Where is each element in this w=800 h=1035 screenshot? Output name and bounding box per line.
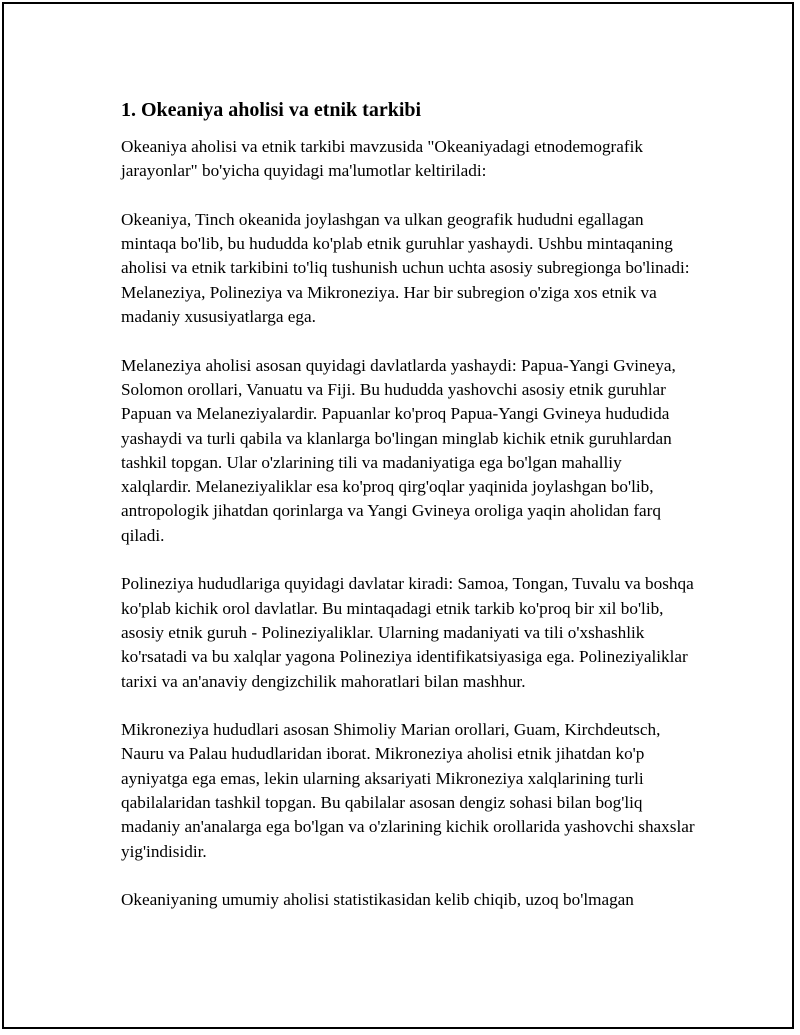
document-body [121,96,696,937]
paragraph-oceania-overview: Okeaniya, Tinch okeanida joylashgan va ulkan geografik hududni egallagan mintaqa bo'lib, bu hududda ko'plab etnik guruhlar yashaydi. Ushbu mintaqaning aholisi va etnik tarkibini to'liq tushunish uchun uchta asosiy subregionga bo'linadi: Melaneziya, Polineziya va Mikroneziya. Har bir subregion o'ziga xos etnik va madaniy xususiyatlarga ega. [121,209,690,327]
paragraph-micronesia: Mikroneziya hududlari asosan Shimoliy Marian orollari, Guam, Kirchdeutsch, Nauru va Palau hududlaridan iborat. Mikroneziya aholisi etnik jihatdan ko'p ayniyatga ega emas, lekin ularning aksariyati Mikroneziya xalqlarining turli qabilalaridan tashkil topgan. Bu qabilalar asosan dengiz sohasi bilan bog'liq madaniy an'analarga ega bo'lgan va o'zlarining kichik orollarida yashovchi shaxslar yig'indisidir. [121,720,695,861]
page-frame [2,2,794,1029]
paragraph-intro: Okeaniya aholisi va etnik tarkibi mavzusida "Okeaniyadagi etnodemografik jarayonlar" bo'yicha quyidagi ma'lumotlar keltiriladi: [121,137,643,181]
paragraph-polynesia: Polineziya hududlariga quyidagi davlatar kiradi: Samoa, Tongan, Tuvalu va boshqa ko'plab kichik orol davlatlar. Bu mintaqadagi etnik tarkib ko'proq bir xil bo'lib, asosiy etnik guruh - Polineziyaliklar. Ularning madaniyati va tili o'xshashlik ko'rsatadi va bu xalqlar yagona Polineziya identifikatsiyasiga ega. Polineziyaliklar tarixi va an'anaviy dengizchilik mahoratlari bilan mashhur. [121,574,694,691]
paragraph-melanesia: Melaneziya aholisi asosan quyidagi davlatlarda yashaydi: Papua-Yangi Gvineya, Solomon orollari, Vanuatu va Fiji. Bu hududda yashovchi asosiy etnik guruhlar Papuan va Melaneziyalardir. Papuanlar ko'proq Papua-Yangi Gvineya hududida yashaydi va turli qabila va klanlarga bo'lingan minglab kichik etnik guruhlardan tashkil topgan. Ular o'zlarining tili va madaniyatiga ega bo'lgan mahalliy xalqlardir. Melaneziyaliklar esa ko'proq qirg'oqlar yaqinida joylashgan bo'lib, antropologik jihatdan qorinlarga va Yangi Gvineya oroliga yaqin aholidan farq qiladi. [121,355,676,545]
paragraph-population-statistics: Okeaniyaning umumiy aholisi statistikasidan kelib chiqib, uzoq bo'lmagan [121,890,634,910]
document-title: 1. Okeaniya aholisi va etnik tarkibi [121,99,422,121]
